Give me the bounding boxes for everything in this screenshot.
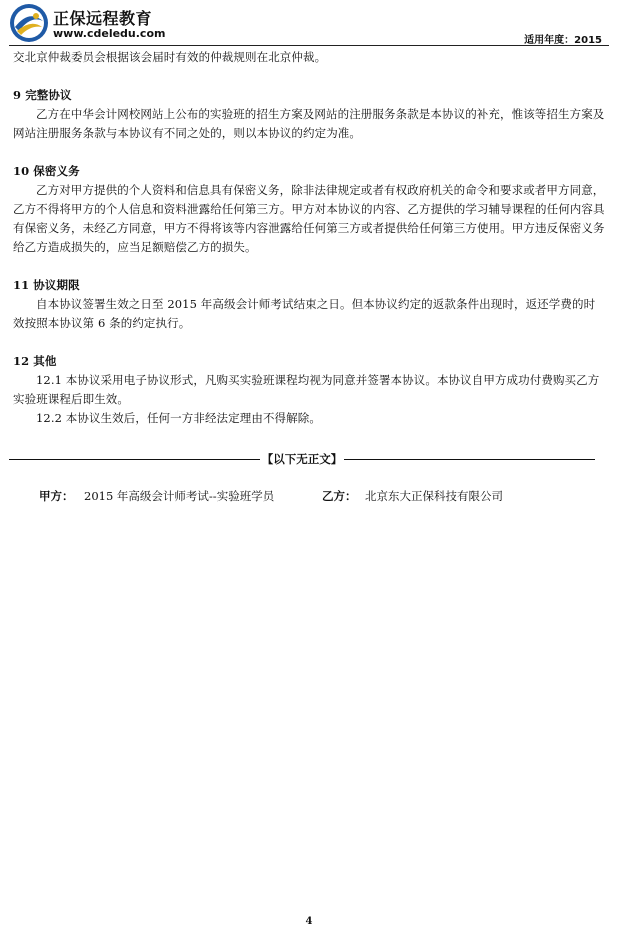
party-a-label: 甲方：	[39, 489, 74, 503]
end-line-right	[344, 459, 595, 460]
section-11-title: 11 协议期限	[13, 278, 80, 292]
section-12-title: 12 其他	[13, 354, 57, 368]
end-line-left	[9, 459, 260, 460]
party-b-value: 北京东大正保科技有限公司	[365, 489, 503, 503]
party-b-label: 乙方：	[322, 489, 357, 503]
section-10-title: 10 保密义务	[13, 164, 80, 178]
section-12-1: 12.1 本协议采用电子协议形式，凡购买实验班课程均视为同意并签署本协议。本协议自甲方成功付费购买乙方实验班课程后即生效。	[13, 373, 600, 406]
end-of-text-marker	[9, 450, 595, 468]
page-header	[0, 0, 618, 47]
page-number: 4	[305, 916, 313, 927]
brand-name: 正保远程教育	[53, 9, 153, 28]
document-body	[13, 48, 605, 428]
applicable-year: 适用年度：2015	[524, 35, 602, 46]
section-9-body: 乙方在中华会计网校网站上公布的实验班的招生方案及网站的注册服务条款是本协议的补充，惟该等招生方案及网站注册服务条款与本协议有不同之处的，则以本协议的约定为准。	[13, 107, 605, 140]
section-10-body: 乙方对甲方提供的个人资料和信息具有保密义务，除非法律规定或者有权政府机关的命令和要求或者甲方同意，乙方不得将甲方的个人信息和资料泄露给任何第三方。甲方对本协议的内容、乙方提供的学习辅导课程的任何内容具有保密义务，未经乙方同意，甲方不得将该等内容泄露给任何第三方或者提供给任何第三方使用。甲方违反保密义务给乙方造成损失的，应当足额赔偿乙方的损失。	[13, 183, 605, 254]
section-12-2: 12.2 本协议生效后，任何一方非经法定理由不得解除。	[36, 411, 321, 425]
brand-url: www.cdeledu.com	[53, 27, 166, 40]
party-a-value: 2015 年高级会计师考试--实验班学员	[84, 489, 275, 503]
end-text: 【以下无正文】	[261, 452, 343, 466]
section-11-body: 自本协议签署生效之日至 2015 年高级会计师考试结束之日。但本协议约定的返款条件出现时，返还学费的时效按照本协议第 6 条的约定执行。	[13, 297, 596, 330]
cdel-logo-icon	[9, 3, 49, 43]
header-divider	[9, 45, 609, 46]
section-9-title: 9 完整协议	[13, 88, 72, 102]
intro-paragraph: 交北京仲裁委员会根据该会届时有效的仲裁规则在北京仲裁。	[13, 50, 327, 64]
